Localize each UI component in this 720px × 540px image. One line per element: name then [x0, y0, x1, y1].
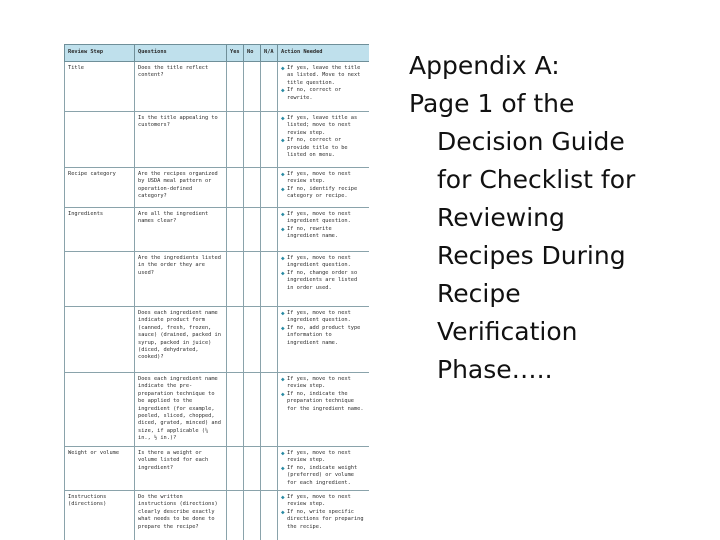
action-item: ◆ If yes, move to next review step. [281, 450, 351, 464]
action-item: ◆ If no, correct or rewrite. [281, 87, 342, 101]
checklist-document [64, 44, 369, 540]
na-checkbox-cell[interactable] [261, 447, 278, 491]
action-item: ◆ If yes, move to next review step. [281, 494, 351, 508]
slide-text-line: Reviewing [437, 203, 565, 232]
header-questions: Questions [135, 45, 227, 62]
no-checkbox-cell[interactable] [244, 208, 261, 252]
no-checkbox-cell[interactable] [244, 112, 261, 168]
action-cell [278, 112, 370, 168]
action-item: ◆ If no, add product type information to ingredient name. [281, 324, 361, 346]
action-item: ◆ If yes, move to next ingredient question. [281, 310, 351, 324]
action-cell [278, 168, 370, 208]
action-cell [278, 208, 370, 252]
yes-checkbox-cell[interactable] [227, 168, 244, 208]
question-cell: Does the title reflect content? [135, 62, 227, 112]
table-row [65, 491, 370, 540]
review-step-cell: Recipe category [65, 168, 135, 208]
question-cell: Are the ingredients listed in the order they are used? [135, 252, 227, 307]
no-checkbox-cell[interactable] [244, 447, 261, 491]
table-row [65, 373, 370, 447]
question-cell: Are the recipes organized by USDA meal pattern or operation-defined category? [135, 168, 227, 208]
bullet-icon: ◆ [281, 115, 285, 122]
action-item: ◆ If no, indicate weight (preferred) or volume for each ingredient. [281, 464, 358, 486]
na-checkbox-cell[interactable] [261, 373, 278, 447]
na-checkbox-cell[interactable] [261, 62, 278, 112]
table-row [65, 112, 370, 168]
no-checkbox-cell[interactable] [244, 373, 261, 447]
action-item: ◆ If yes, move to next review step. [281, 171, 351, 185]
bullet-icon: ◆ [281, 171, 285, 178]
yes-checkbox-cell[interactable] [227, 373, 244, 447]
action-cell [278, 491, 370, 540]
question-cell: Does each ingredient name indicate the pre-preparation technique to be applied to the ingredient (for example, peeled, sliced, chopped, diced, grated, minced) and size, if applicable (¼ in., ½ in.)? [135, 373, 227, 447]
slide-text-line: Decision Guide [437, 127, 625, 156]
slide-text-line: Verification [437, 317, 578, 346]
slide-text-block [409, 47, 709, 389]
action-item: ◆ If yes, leave the title as listed. Move to next title question. [281, 65, 361, 86]
yes-checkbox-cell[interactable] [227, 112, 244, 168]
table-row [65, 208, 370, 252]
review-step-cell: Ingredients [65, 208, 135, 252]
na-checkbox-cell[interactable] [261, 168, 278, 208]
table-row [65, 252, 370, 307]
bullet-icon: ◆ [281, 255, 285, 262]
slide-title-line: Appendix A: [409, 51, 560, 80]
no-checkbox-cell[interactable] [244, 252, 261, 307]
review-step-cell [65, 252, 135, 307]
header-no: No [244, 45, 261, 62]
question-cell: Do the written instructions (directions) clearly describe exactly what needs to be done to prepare the recipe? [135, 491, 227, 540]
slide-text-line: Recipe [437, 279, 521, 308]
bullet-icon: ◆ [281, 324, 285, 332]
slide-text-line: for Checklist for [437, 165, 636, 194]
action-cell [278, 252, 370, 307]
action-item: ◆ If yes, move to next ingredient question. [281, 255, 351, 269]
table-row [65, 168, 370, 208]
yes-checkbox-cell[interactable] [227, 62, 244, 112]
bullet-icon: ◆ [281, 185, 285, 193]
bullet-icon: ◆ [281, 269, 285, 277]
question-cell: Is there a weight or volume listed for each ingredient? [135, 447, 227, 491]
question-cell: Is the title appealing to customers? [135, 112, 227, 168]
action-cell [278, 447, 370, 491]
decision-guide-table [64, 44, 369, 540]
table-header-row [65, 45, 370, 62]
bullet-icon: ◆ [281, 87, 285, 95]
action-item: ◆ If yes, leave title as listed; move to next review step. [281, 115, 358, 136]
yes-checkbox-cell[interactable] [227, 252, 244, 307]
review-step-cell: Weight or volume [65, 447, 135, 491]
action-item: ◆ If no, identify recipe category or recipe. [281, 185, 358, 200]
action-item: ◆ If yes, move to next ingredient question. [281, 211, 351, 225]
bullet-icon: ◆ [281, 310, 285, 317]
table-row [65, 62, 370, 112]
yes-checkbox-cell[interactable] [227, 491, 244, 540]
review-step-cell: Title [65, 62, 135, 112]
action-item: ◆ If no, indicate the preparation technique for the ingredient name. [281, 390, 364, 412]
action-item: ◆ If no, correct or provide title to be listed on menu. [281, 137, 348, 159]
yes-checkbox-cell[interactable] [227, 307, 244, 373]
bullet-icon: ◆ [281, 65, 285, 72]
action-cell [278, 307, 370, 373]
table-row [65, 307, 370, 373]
na-checkbox-cell[interactable] [261, 491, 278, 540]
no-checkbox-cell[interactable] [244, 168, 261, 208]
review-step-cell [65, 373, 135, 447]
review-step-cell: Instructions (directions) [65, 491, 135, 540]
bullet-icon: ◆ [281, 211, 285, 218]
table-row [65, 447, 370, 491]
review-step-cell [65, 112, 135, 168]
na-checkbox-cell[interactable] [261, 112, 278, 168]
no-checkbox-cell[interactable] [244, 491, 261, 540]
no-checkbox-cell[interactable] [244, 62, 261, 112]
na-checkbox-cell[interactable] [261, 252, 278, 307]
bullet-icon: ◆ [281, 390, 285, 398]
yes-checkbox-cell[interactable] [227, 208, 244, 252]
bullet-icon: ◆ [281, 464, 285, 472]
action-cell [278, 373, 370, 447]
header-na: N/A [261, 45, 278, 62]
action-cell [278, 62, 370, 112]
slide-text-line: Recipes During [437, 241, 626, 270]
header-yes: Yes [227, 45, 244, 62]
action-item: ◆ If no, change order so ingredients are listed in order used. [281, 269, 358, 291]
yes-checkbox-cell[interactable] [227, 447, 244, 491]
slide-text-line: Page 1 of the [409, 89, 575, 118]
no-checkbox-cell[interactable] [244, 307, 261, 373]
bullet-icon: ◆ [281, 376, 285, 383]
header-review-step: Review Step [65, 45, 135, 62]
bullet-icon: ◆ [281, 494, 285, 502]
header-action-needed: Action Needed [278, 45, 370, 62]
action-item: ◆ If yes, move to next review step. [281, 376, 351, 390]
action-item: ◆ If no, rewrite ingredient name. [281, 225, 339, 240]
na-checkbox-cell[interactable] [261, 208, 278, 252]
bullet-icon: ◆ [281, 508, 285, 516]
bullet-icon: ◆ [281, 137, 285, 145]
question-cell: Does each ingredient name indicate product form (canned, fresh, frozen, sauce) (drained, packed in syrup, packed in juice) (diced, dehydrated, cooked)? [135, 307, 227, 373]
bullet-icon: ◆ [281, 450, 285, 457]
na-checkbox-cell[interactable] [261, 307, 278, 373]
bullet-icon: ◆ [281, 225, 285, 233]
action-item: ◆ If no, write specific directions for preparing the recipe. [281, 508, 364, 530]
question-cell: Are all the ingredient names clear? [135, 208, 227, 252]
slide-text-line: Phase….. [437, 355, 553, 384]
review-step-cell [65, 307, 135, 373]
